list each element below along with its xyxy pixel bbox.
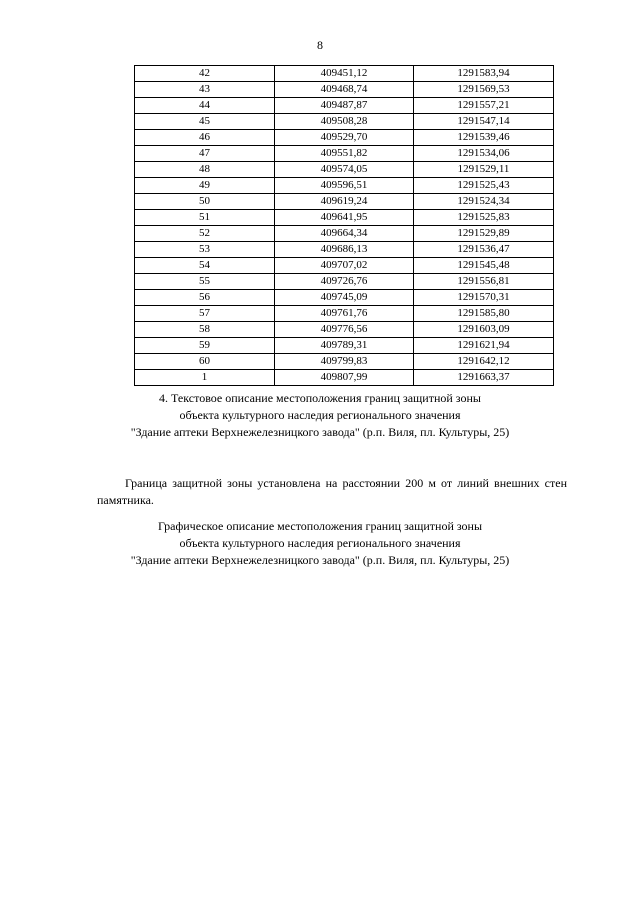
point-number-cell: 56 (135, 290, 275, 306)
point-number-cell: 53 (135, 242, 275, 258)
table-row (135, 178, 554, 194)
x-coordinate-cell: 409529,70 (275, 130, 414, 146)
table-row (135, 226, 554, 242)
boundary-paragraph-line-2: памятника. (97, 493, 154, 507)
x-coordinate-cell: 409686,13 (275, 242, 414, 258)
y-coordinate-cell: 1291642,12 (414, 354, 554, 370)
y-coordinate-cell: 1291621,94 (414, 338, 554, 354)
x-coordinate-cell: 409707,02 (275, 258, 414, 274)
point-number-cell: 43 (135, 82, 275, 98)
x-coordinate-cell: 409468,74 (275, 82, 414, 98)
point-number-cell: 42 (135, 66, 275, 82)
point-number-cell: 54 (135, 258, 275, 274)
y-coordinate-cell: 1291603,09 (414, 322, 554, 338)
point-number-cell: 49 (135, 178, 275, 194)
y-coordinate-cell: 1291539,46 (414, 130, 554, 146)
y-coordinate-cell: 1291557,21 (414, 98, 554, 114)
x-coordinate-cell: 409508,28 (275, 114, 414, 130)
point-number-cell: 47 (135, 146, 275, 162)
section-4-heading (0, 390, 640, 441)
y-coordinate-cell: 1291525,43 (414, 178, 554, 194)
y-coordinate-cell: 1291534,06 (414, 146, 554, 162)
point-number-cell: 46 (135, 130, 275, 146)
point-number-cell: 45 (135, 114, 275, 130)
x-coordinate-cell: 409641,95 (275, 210, 414, 226)
table-row (135, 274, 554, 290)
graphic-description-line-2: объекта культурного наследия регионального значения (179, 536, 461, 550)
table-row (135, 322, 554, 338)
y-coordinate-cell: 1291529,11 (414, 162, 554, 178)
table-row (135, 146, 554, 162)
point-number-cell: 58 (135, 322, 275, 338)
y-coordinate-cell: 1291583,94 (414, 66, 554, 82)
x-coordinate-cell: 409551,82 (275, 146, 414, 162)
page-number: 8 (317, 38, 323, 52)
point-number-cell: 59 (135, 338, 275, 354)
table-row (135, 194, 554, 210)
table-row (135, 354, 554, 370)
table-row (135, 130, 554, 146)
x-coordinate-cell: 409761,76 (275, 306, 414, 322)
y-coordinate-cell: 1291545,48 (414, 258, 554, 274)
graphic-description-line-3: "Здание аптеки Верхнежелезницкого завода" (р.п. Виля, пл. Культуры, 25) (130, 553, 510, 567)
y-coordinate-cell: 1291524,34 (414, 194, 554, 210)
point-number-cell: 57 (135, 306, 275, 322)
point-number-cell: 52 (135, 226, 275, 242)
x-coordinate-cell: 409776,56 (275, 322, 414, 338)
coordinates-table-body (135, 66, 554, 386)
coordinates-table (134, 65, 554, 386)
x-coordinate-cell: 409745,09 (275, 290, 414, 306)
x-coordinate-cell: 409596,51 (275, 178, 414, 194)
y-coordinate-cell: 1291570,31 (414, 290, 554, 306)
point-number-cell: 50 (135, 194, 275, 210)
table-row (135, 338, 554, 354)
section-4-heading-line-1: 4. Текстовое описание местоположения границ защитной зоны (159, 391, 481, 405)
graphic-description-heading (0, 518, 640, 569)
y-coordinate-cell: 1291547,14 (414, 114, 554, 130)
y-coordinate-cell: 1291569,53 (414, 82, 554, 98)
table-row (135, 114, 554, 130)
table-row (135, 82, 554, 98)
y-coordinate-cell: 1291585,80 (414, 306, 554, 322)
graphic-description-line-1: Графическое описание местоположения границ защитной зоны (157, 519, 483, 533)
table-row (135, 370, 554, 386)
y-coordinate-cell: 1291525,83 (414, 210, 554, 226)
table-row (135, 242, 554, 258)
section-4-heading-line-2: объекта культурного наследия регионального значения (179, 408, 461, 422)
x-coordinate-cell: 409487,87 (275, 98, 414, 114)
y-coordinate-cell: 1291529,89 (414, 226, 554, 242)
x-coordinate-cell: 409451,12 (275, 66, 414, 82)
x-coordinate-cell: 409619,24 (275, 194, 414, 210)
point-number-cell: 51 (135, 210, 275, 226)
table-row (135, 98, 554, 114)
table-row (135, 258, 554, 274)
table-row (135, 162, 554, 178)
point-number-cell: 55 (135, 274, 275, 290)
point-number-cell: 44 (135, 98, 275, 114)
boundary-paragraph-line-1: Граница защитной зоны установлена на расстоянии 200 м от линий внешних стен (125, 476, 567, 490)
x-coordinate-cell: 409574,05 (275, 162, 414, 178)
x-coordinate-cell: 409726,76 (275, 274, 414, 290)
point-number-cell: 48 (135, 162, 275, 178)
table-row (135, 210, 554, 226)
point-number-cell: 1 (135, 370, 275, 386)
table-row (135, 66, 554, 82)
table-row (135, 290, 554, 306)
section-4-heading-line-3: "Здание аптеки Верхнежелезницкого завода" (р.п. Виля, пл. Культуры, 25) (130, 425, 510, 439)
boundary-paragraph (97, 475, 567, 509)
x-coordinate-cell: 409789,31 (275, 338, 414, 354)
y-coordinate-cell: 1291556,81 (414, 274, 554, 290)
y-coordinate-cell: 1291536,47 (414, 242, 554, 258)
point-number-cell: 60 (135, 354, 275, 370)
x-coordinate-cell: 409807,99 (275, 370, 414, 386)
x-coordinate-cell: 409799,83 (275, 354, 414, 370)
y-coordinate-cell: 1291663,37 (414, 370, 554, 386)
table-row (135, 306, 554, 322)
x-coordinate-cell: 409664,34 (275, 226, 414, 242)
